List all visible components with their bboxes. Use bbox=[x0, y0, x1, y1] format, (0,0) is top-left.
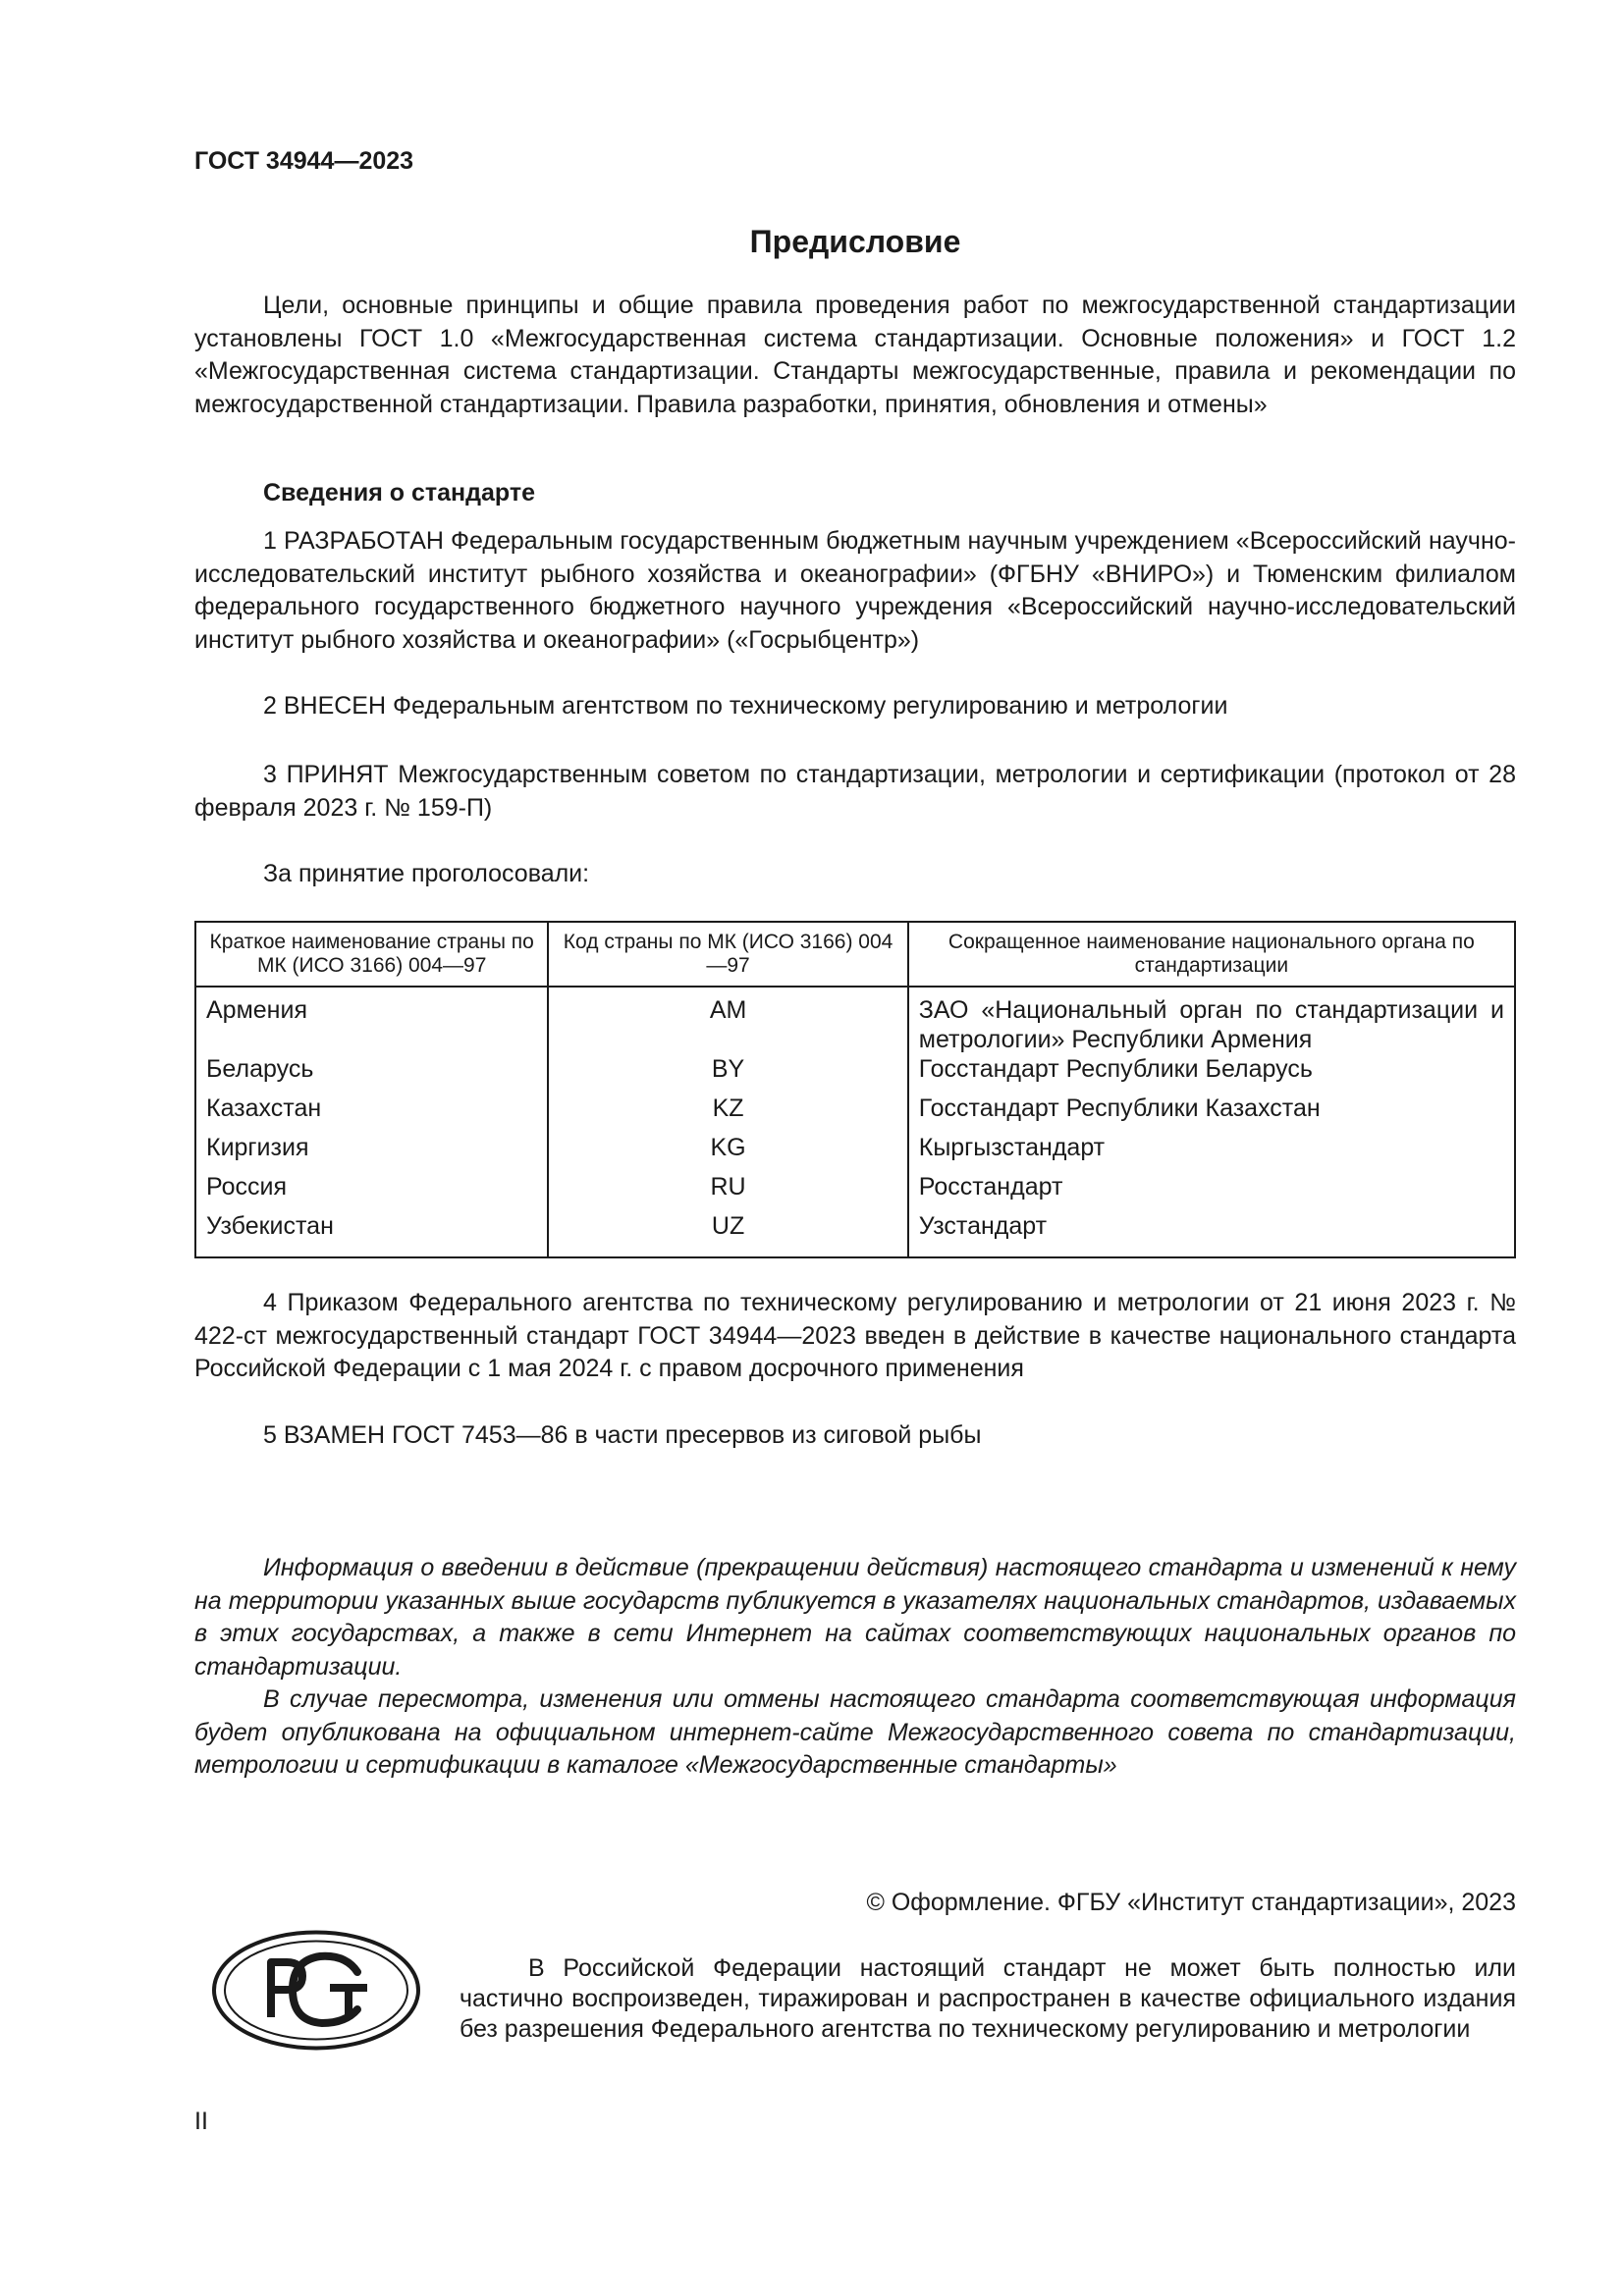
cell-code: AM bbox=[548, 987, 907, 1054]
info-heading: Сведения о стандарте bbox=[263, 479, 536, 507]
reproduction-notice: В Российской Федерации настоящий стандарт не может быть полностью или частично воспроизведен, тиражирован и распространен в качестве официального издания без разрешения Федерального агентства по техническому регулированию и метрологии bbox=[460, 1954, 1516, 2043]
vote-intro: За принятие проголосовали: bbox=[263, 860, 590, 887]
document-code: ГОСТ 34944—2023 bbox=[194, 147, 414, 175]
header-country: Краткое наименование страны по МК (ИСО 3166) 004—97 bbox=[195, 922, 548, 987]
rst-logo-icon bbox=[210, 1929, 422, 2052]
copyright-line: © Оформление. ФГБУ «Институт стандартизации», 2023 bbox=[866, 1889, 1516, 1916]
table-row bbox=[195, 1172, 1515, 1211]
cell-code: KZ bbox=[548, 1094, 907, 1133]
notice-paragraph-2: В случае пересмотра, изменения или отмены настоящего стандарта соответствующая информация будет опубликована на официальном интернет-сайте Межгосударственного совета по стандартизации, метрологии и сертификации в каталоге «Межгосударственные стандарты» bbox=[194, 1685, 1516, 1779]
cell-country: Беларусь bbox=[195, 1054, 548, 1094]
cell-body: Госстандарт Республики Беларусь bbox=[908, 1054, 1515, 1094]
cell-code: RU bbox=[548, 1172, 907, 1211]
cell-body: Госстандарт Республики Казахстан bbox=[908, 1094, 1515, 1133]
cell-body: Узстандарт bbox=[908, 1211, 1515, 1257]
cell-body: ЗАО «Национальный орган по стандартизации и метрологии» Республики Армения bbox=[908, 987, 1515, 1054]
cell-country: Казахстан bbox=[195, 1094, 548, 1133]
header-code: Код страны по МК (ИСО 3166) 004—97 bbox=[548, 922, 907, 987]
item-4-order: 4 Приказом Федерального агентства по техническому регулированию и метрологии от 21 июня 2023 г. № 422-ст межгосударственный стандарт ГОСТ 34944—2023 введен в действие в качестве национального стандарта Российской Федерации с 1 мая 2024 г. с правом досрочного применения bbox=[194, 1289, 1516, 1382]
table-row bbox=[195, 1211, 1515, 1257]
cell-country: Узбекистан bbox=[195, 1211, 548, 1257]
cell-body: Росстандарт bbox=[908, 1172, 1515, 1211]
cell-code: UZ bbox=[548, 1211, 907, 1257]
table-row bbox=[195, 987, 1515, 1054]
item-3-adopted: 3 ПРИНЯТ Межгосударственным советом по стандартизации, метрологии и сертификации (протокол от 28 февраля 2023 г. № 159-П) bbox=[194, 761, 1516, 822]
cell-body: Кыргызстандарт bbox=[908, 1133, 1515, 1172]
cell-country: Киргизия bbox=[195, 1133, 548, 1172]
cell-country: Россия bbox=[195, 1172, 548, 1211]
item-2-submitted: 2 ВНЕСЕН Федеральным агентством по техническому регулированию и метрологии bbox=[263, 692, 1228, 720]
item-1-developed: 1 РАЗРАБОТАН Федеральным государственным бюджетным научным учреждением «Всероссийский научно-исследовательский институт рыбного хозяйства и океанографии» (ФГБНУ «ВНИРО») и Тюменским филиалом федерального государственного бюджетного научного учреждения «Всероссийский научно-исследовательский институт рыбного хозяйства и океанографии» («Госрыбцентр») bbox=[194, 527, 1516, 654]
table-row bbox=[195, 1054, 1515, 1094]
page-number: II bbox=[194, 2108, 208, 2135]
notice-paragraph-1: Информация о введении в действие (прекращении действия) настоящего стандарта и изменений к нему на территории указанных выше государств публикуется в указателях национальных стандартов, издаваемых в этих государствах, а также в сети Интернет на сайтах соответствующих национальных органов по стандартизации. bbox=[194, 1554, 1516, 1681]
voting-table bbox=[194, 921, 1516, 1258]
table-header-row bbox=[195, 922, 1515, 987]
table-row bbox=[195, 1133, 1515, 1172]
intro-paragraph: Цели, основные принципы и общие правила проведения работ по межгосударственной стандартизации установлены ГОСТ 1.0 «Межгосударственная система стандартизации. Основные положения» и ГОСТ 1.2 «Межгосударственная система стандартизации. Стандарты межгосударственные, правила и рекомендации по межгосударственной стандартизации. Правила разработки, принятия, обновления и отмены» bbox=[194, 292, 1516, 418]
item-5-replaces: 5 ВЗАМЕН ГОСТ 7453—86 в части пресервов из сиговой рыбы bbox=[263, 1421, 982, 1449]
cell-code: BY bbox=[548, 1054, 907, 1094]
cell-country: Армения bbox=[195, 987, 548, 1054]
cell-code: KG bbox=[548, 1133, 907, 1172]
table-row bbox=[195, 1094, 1515, 1133]
header-body: Сокращенное наименование национального органа по стандартизации bbox=[908, 922, 1515, 987]
page-title: Предисловие bbox=[749, 224, 961, 259]
